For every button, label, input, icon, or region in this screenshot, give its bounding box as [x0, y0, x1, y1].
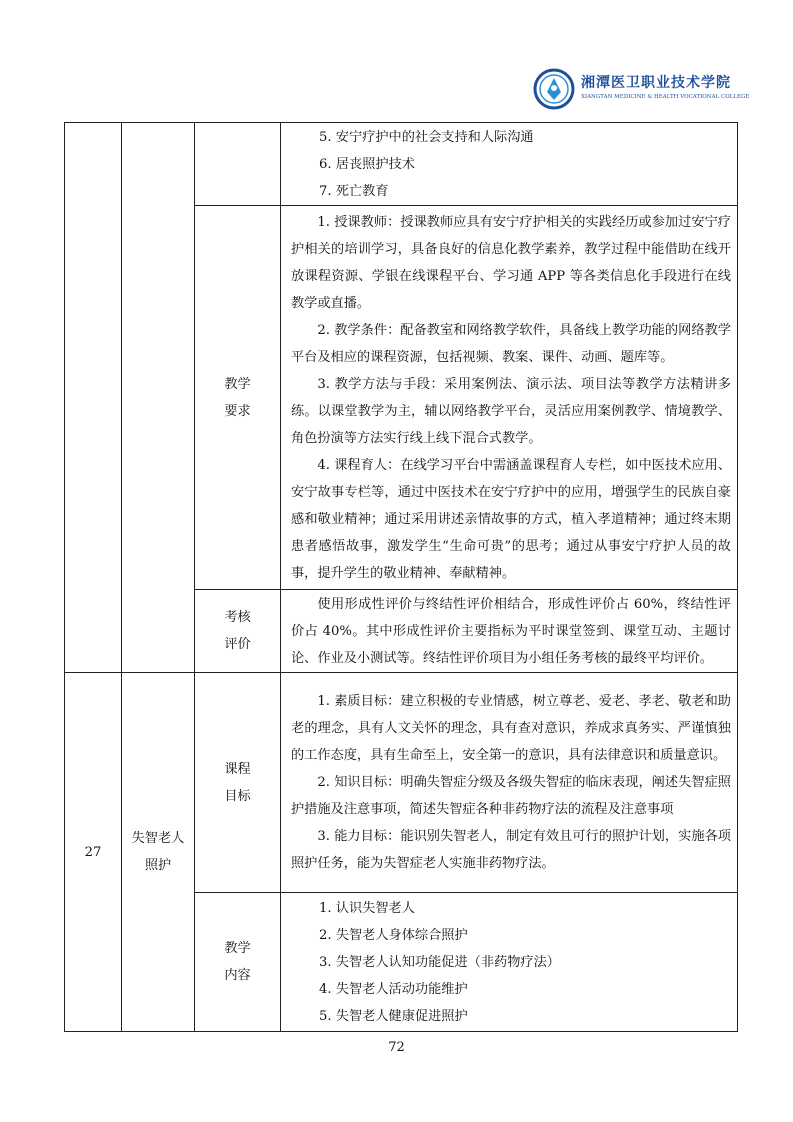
paragraph: 1. 素质目标：建立积极的专业情感，树立尊老、爱老、孝老、敬老和助老的理念，具有人文关怀的理念，具有查对意识，养成求真务实、严谨慎独的工作态度，具有生命至上，安全第一的意识，具有法律意识和质量意识。: [291, 694, 731, 763]
category-cell: [195, 590, 281, 673]
paragraph: 使用形成性评价与终结性评价相结合，形成性评价占 60%，终结性评价占 40%。其中形成性评价主要指标为平时课堂签到、课堂互动、主题讨论、作业及小测试等。终结性评价项目为小组任务考核的最终平均评价。: [291, 596, 731, 666]
list-item: 5. 安宁疗护中的社会支持和人际沟通: [319, 129, 534, 145]
category-cell: [195, 123, 281, 206]
category-label: 课程: [224, 761, 251, 777]
list-item: 5. 失智老人健康促进照护: [319, 1008, 468, 1024]
course-name-cell: [122, 673, 195, 1032]
assessment-cell: [281, 590, 738, 673]
paragraph: 3. 能力目标：能识别失智老人，制定有效且可行的照护计划，实施各项照护任务，能为失智症老人实施非药物疗法。: [291, 829, 731, 871]
course-name-cell: [122, 123, 195, 673]
paragraph: 4. 课程育人：在线学习平台中需涵盖课程育人专栏，如中医技术应用、安宁故事专栏等，通过中医技术在安宁疗护中的应用，增强学生的民族自豪感和敬业精神；通过采用讲述亲情故事的方式，植入孝道精神；通过终末期患者感悟故事，激发学生“生命可贵”的思考；通过从事安宁疗护人员的故事，提升学生的敬业精神、奉献精神。: [291, 457, 731, 581]
list-item: 6. 居丧照护技术: [319, 156, 415, 172]
course-number-cell: [65, 123, 122, 673]
course-number-cell: 27: [65, 673, 122, 1032]
category-label: 教学: [224, 941, 251, 956]
teaching-content-cell: [281, 893, 738, 1032]
list-item: 3. 失智老人认知功能促进（非药物疗法）: [319, 954, 560, 970]
college-logo: [533, 68, 750, 110]
table-row: [65, 123, 738, 206]
category-cell: [195, 206, 281, 590]
table-row: [65, 673, 738, 893]
category-cell: [195, 673, 281, 893]
paragraph: 3. 教学方法与手段：采用案例法、演示法、项目法等教学方法精讲多练。以课堂教学为主，辅以网络教学平台，灵活应用案例教学、情境教学、角色扮演等方法实行线上线下混合式教学。: [291, 376, 731, 446]
category-cell: [195, 893, 281, 1032]
list-item: 7. 死亡教育: [319, 183, 389, 199]
page-number: 72: [388, 1040, 405, 1055]
paragraph: 2. 知识目标：明确失智症分级及各级失智症的临床表现，阐述失智症照护措施及注意事项，简述失智症各种非药物疗法的流程及注意事项: [291, 775, 731, 817]
category-label: 内容: [224, 968, 251, 983]
category-label: 目标: [224, 788, 251, 804]
teaching-content-cell: [281, 123, 738, 206]
category-label: 评价: [224, 637, 251, 652]
teaching-requirements-cell: [281, 206, 738, 590]
curriculum-table: [64, 122, 738, 1032]
paragraph: 2. 教学条件：配备教室和网络教学软件，具备线上教学功能的网络教学平台及相应的课程资源，包括视频、教案、课件、动画、题库等。: [291, 322, 731, 365]
course-goals-cell: [281, 673, 738, 893]
list-item: 4. 失智老人活动功能维护: [319, 981, 468, 997]
college-emblem-icon: [533, 68, 575, 110]
list-item: 1. 认识失智老人: [319, 900, 415, 916]
college-name-cn: 湘潭医卫职业技术学院: [581, 75, 731, 91]
college-name-en: XIANGTAN MEDICINE & HEALTH VOCATIONAL COLLEGE: [581, 94, 750, 100]
category-label: 教学: [224, 376, 251, 392]
category-label: 要求: [224, 403, 251, 419]
course-name-line: 失智老人: [131, 831, 185, 846]
paragraph: 1. 授课教师：授课教师应具有安宁疗护相关的实践经历或参加过安宁疗护相关的培训学习，具备良好的信息化教学素养，教学过程中能借助在线开放课程资源、学银在线课程平台、学习通 APP 等各类信息化手段进行在线教学或直播。: [291, 214, 731, 311]
category-label: 考核: [224, 610, 251, 625]
list-item: 2. 失智老人身体综合照护: [319, 927, 468, 943]
course-name-line: 照护: [144, 858, 172, 873]
